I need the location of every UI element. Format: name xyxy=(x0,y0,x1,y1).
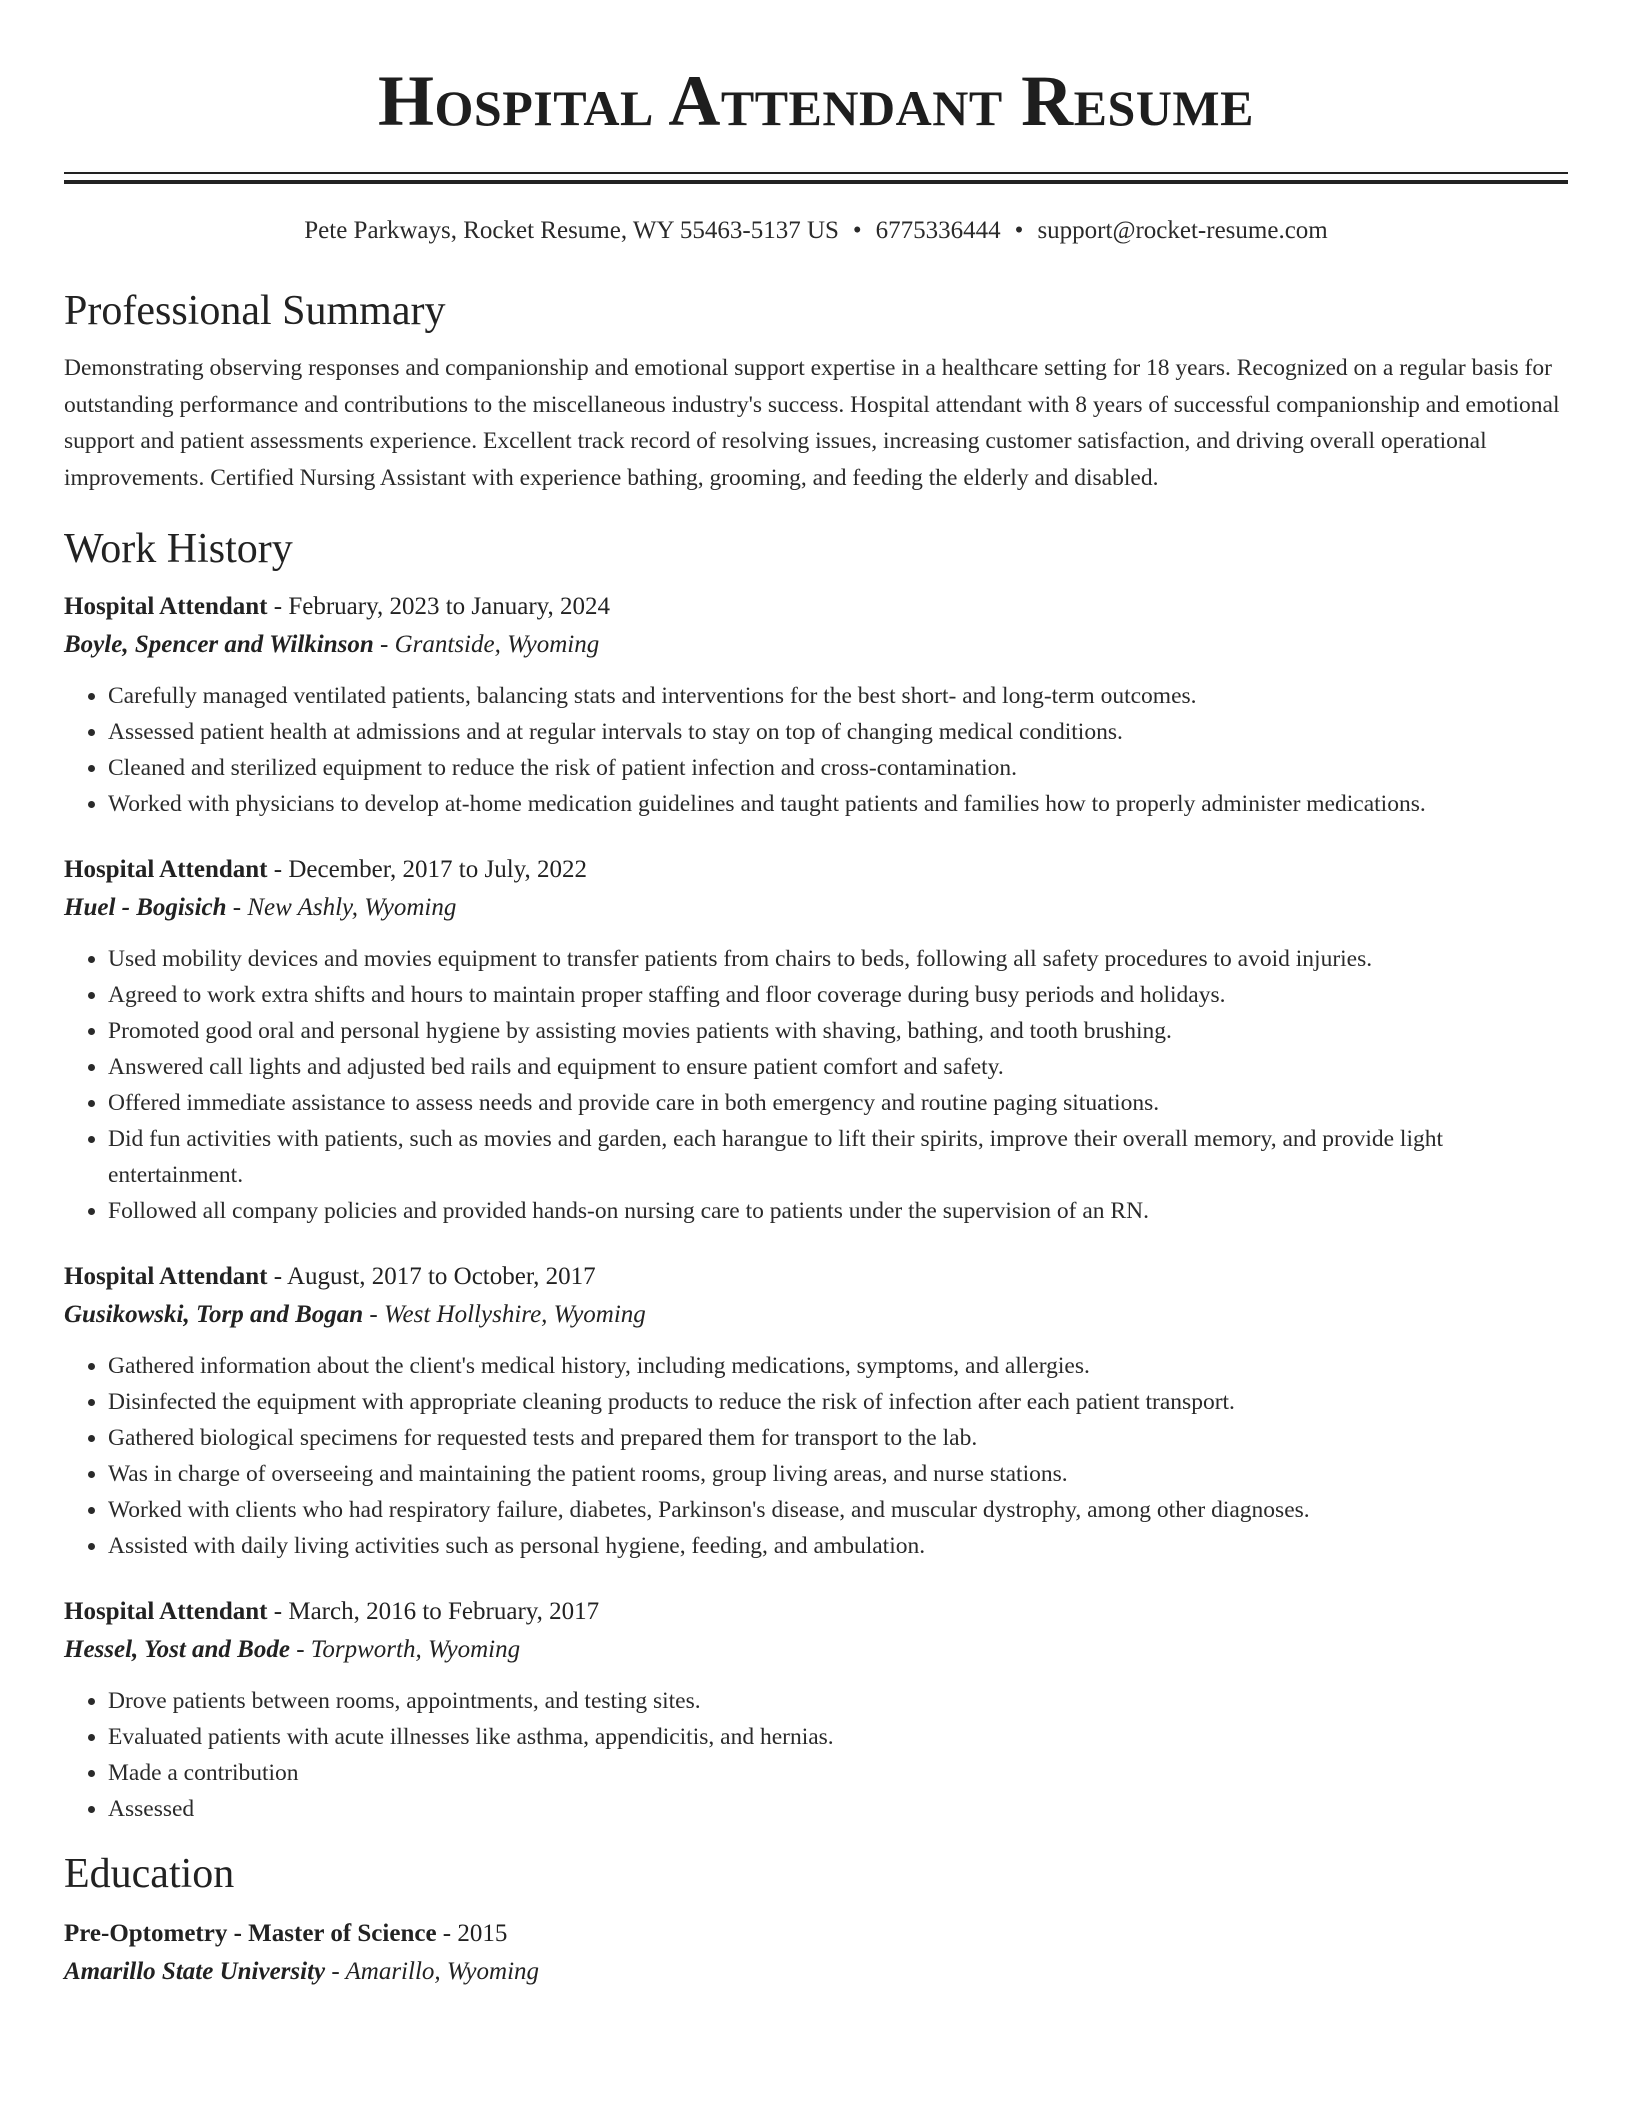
job-title-line xyxy=(64,851,1568,889)
job-dates: - February, 2023 to January, 2024 xyxy=(267,593,611,620)
summary-text: Demonstrating observing responses and companionship and emotional support expertise in a healthcare setting for 18 years. Recognized on a regular basis for outstanding performance and contributions to the miscellaneous industry's success. Hospital attendant with 8 years of successful companionship and emotional support and patient assessments experience. Excellent track record of resolving issues, increasing customer satisfaction, and driving overall operational improvements. Certified Nursing Assistant with experience bathing, grooming, and feeding the elderly and disabled. xyxy=(64,355,1560,491)
duty-item: • Made a contribution xyxy=(108,1755,1568,1791)
job-title-line xyxy=(64,588,1568,626)
job-entry xyxy=(64,851,1568,1229)
employer-location: - New Ashly, Wyoming xyxy=(226,894,457,921)
employer-line xyxy=(64,1631,1568,1669)
duty-item: • Disinfected the equipment with appropriate cleaning products to reduce the risk of infection after each patient transport. xyxy=(108,1384,1568,1420)
job-title: Hospital Attendant xyxy=(64,1263,268,1290)
title-divider xyxy=(64,172,1568,184)
duty-item: • Gathered biological specimens for requested tests and prepared them for transport to the lab. xyxy=(108,1420,1568,1456)
duty-item: • Worked with physicians to develop at-home medication guidelines and taught patients and families how to properly administer medications. xyxy=(108,786,1568,822)
education-entry xyxy=(64,1915,1568,1991)
duty-item: • Evaluated patients with acute illnesses like asthma, appendicitis, and hernias. xyxy=(108,1719,1568,1755)
contact-line xyxy=(64,214,1568,248)
job-duties-list xyxy=(64,941,1568,1229)
job-title-line xyxy=(64,1258,1568,1296)
school-location: - Amarillo, Wyoming xyxy=(325,1958,540,1985)
degree-line xyxy=(64,1915,1568,1953)
employer-name: Hessel, Yost and Bode xyxy=(64,1636,290,1663)
contact-email: support@rocket-resume.com xyxy=(1037,217,1328,244)
employer-name: Boyle, Spencer and Wilkinson xyxy=(64,631,374,658)
job-dates: - March, 2016 to February, 2017 xyxy=(267,1598,600,1625)
employer-location: - Torpworth, Wyoming xyxy=(289,1636,521,1663)
employer-line xyxy=(64,1296,1568,1334)
employer-line xyxy=(64,889,1568,927)
contact-phone: 6775336444 xyxy=(875,217,1001,244)
job-entry xyxy=(64,1593,1568,1827)
duty-item: • Offered immediate assistance to assess needs and provide care in both emergency and routine paging situations. xyxy=(108,1085,1568,1121)
job-duties-list xyxy=(64,1348,1568,1564)
contact-separator: • xyxy=(1014,217,1024,244)
duty-item: • Agreed to work extra shifts and hours to maintain proper staffing and floor coverage during busy periods and holidays. xyxy=(108,977,1568,1013)
job-title: Hospital Attendant xyxy=(64,856,268,883)
duty-item: • Assessed patient health at admissions and at regular intervals to stay on top of changing medical conditions. xyxy=(108,714,1568,750)
employer-line xyxy=(64,626,1568,664)
duty-item: • Assessed xyxy=(108,1791,1568,1827)
duty-item: • Followed all company policies and provided hands-on nursing care to patients under the supervision of an RN. xyxy=(108,1193,1568,1229)
employer-name: Gusikowski, Torp and Bogan xyxy=(64,1301,364,1328)
school-name: Amarillo State University xyxy=(64,1958,326,1985)
contact-separator: • xyxy=(852,217,862,244)
degree-name: Pre-Optometry - Master of Science xyxy=(64,1920,437,1947)
duty-item: • Answered call lights and adjusted bed rails and equipment to ensure patient comfort and safety. xyxy=(108,1049,1568,1085)
education-heading: Education xyxy=(64,1851,235,1897)
duty-item: • Used mobility devices and movies equipment to transfer patients from chairs to beds, following all safety procedures to avoid injuries. xyxy=(108,941,1568,977)
job-duties-list xyxy=(64,678,1568,822)
duty-item: • Was in charge of overseeing and maintaining the patient rooms, group living areas, and nurse stations. xyxy=(108,1456,1568,1492)
duty-item: • Gathered information about the client's medical history, including medications, symptoms, and allergies. xyxy=(108,1348,1568,1384)
job-title-line xyxy=(64,1593,1568,1631)
job-dates: - August, 2017 to October, 2017 xyxy=(267,1263,596,1290)
job-entry xyxy=(64,588,1568,822)
duty-item: • Worked with clients who had respiratory failure, diabetes, Parkinson's disease, and muscular dystrophy, among other diagnoses. xyxy=(108,1492,1568,1528)
degree-year: - 2015 xyxy=(436,1920,508,1947)
job-title: Hospital Attendant xyxy=(64,1598,268,1625)
duty-item: • Assisted with daily living activities such as personal hygiene, feeding, and ambulation. xyxy=(108,1528,1568,1564)
duty-item: • Drove patients between rooms, appointments, and testing sites. xyxy=(108,1683,1568,1719)
duty-item: • Did fun activities with patients, such as movies and garden, each harangue to lift their spirits, improve their overall memory, and provide light entertainment. xyxy=(108,1121,1568,1193)
job-entry xyxy=(64,1258,1568,1564)
job-duties-list xyxy=(64,1683,1568,1827)
employer-name: Huel - Bogisich xyxy=(64,894,227,921)
resume-title: Hospital Attendant Resume xyxy=(378,61,1254,141)
school-line xyxy=(64,1953,1568,1991)
duty-item: • Carefully managed ventilated patients, balancing stats and interventions for the best short- and long-term outcomes. xyxy=(108,678,1568,714)
work-history-heading: Work History xyxy=(64,526,293,572)
employer-location: - Grantside, Wyoming xyxy=(373,631,600,658)
employer-location: - West Hollyshire, Wyoming xyxy=(363,1301,646,1328)
job-title: Hospital Attendant xyxy=(64,593,268,620)
duty-item: • Cleaned and sterilized equipment to reduce the risk of patient infection and cross-contamination. xyxy=(108,750,1568,786)
contact-address: Pete Parkways, Rocket Resume, WY 55463-5137 US xyxy=(304,217,839,244)
summary-heading: Professional Summary xyxy=(64,288,446,334)
duty-item: • Promoted good oral and personal hygiene by assisting movies patients with shaving, bathing, and tooth brushing. xyxy=(108,1013,1568,1049)
job-dates: - December, 2017 to July, 2022 xyxy=(267,856,588,883)
